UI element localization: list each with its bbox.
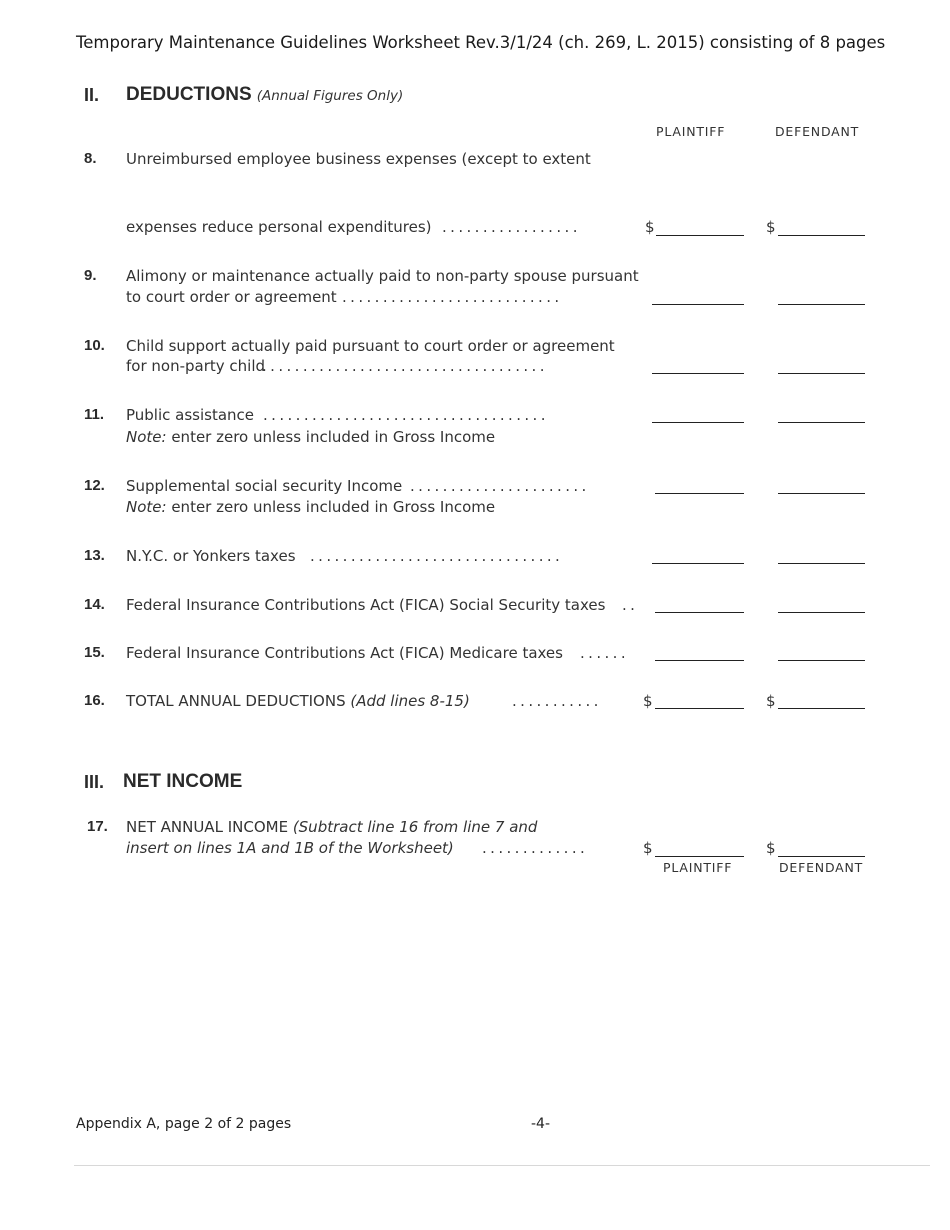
note-text: enter zero unless included in Gross Income (166, 428, 496, 446)
line-description: N.Y.C. or Yonkers taxes (126, 547, 296, 565)
currency-symbol: $ (645, 218, 655, 236)
note-label: Note: (126, 498, 167, 516)
plaintiff-total-field[interactable] (655, 708, 744, 709)
dot-leader: ................................... (263, 406, 549, 424)
note-label: Note: (126, 428, 167, 446)
total-instruction: (Add lines 8-15) (350, 692, 470, 710)
line-description: Child support actually paid pursuant to court order or agreement (126, 337, 615, 355)
line-number: 13. (84, 547, 105, 564)
dot-leader: ........................... (342, 288, 563, 306)
currency-symbol: $ (643, 692, 653, 710)
plaintiff-amount-field[interactable] (655, 493, 744, 494)
dot-leader: ............................... (310, 547, 564, 565)
line-description: Federal Insurance Contributions Act (FICA) Social Security taxes (126, 596, 606, 614)
defendant-amount-field[interactable] (778, 304, 865, 305)
dot-leader: ...................... (410, 477, 590, 495)
line-number: 11. (84, 406, 105, 423)
line-number: 14. (84, 596, 105, 613)
net-income-instruction-continued: insert on lines 1A and 1B of the Worksheet) (126, 839, 454, 857)
line-description: Alimony or maintenance actually paid to non-party spouse pursuant (126, 267, 639, 285)
footer-divider (74, 1165, 930, 1166)
line-description-continued: to court order or agreement (126, 288, 337, 306)
line-description: Supplemental social security Income (126, 477, 403, 495)
currency-symbol: $ (766, 692, 776, 710)
section-heading (126, 84, 403, 106)
plaintiff-amount-field[interactable] (656, 235, 744, 236)
line-description-continued: expenses reduce personal expenditures) (126, 218, 432, 236)
dot-leader: ........... (512, 692, 602, 710)
line-description: Unreimbursed employee business expenses (except to extent (126, 150, 591, 168)
dot-leader: ................. (442, 218, 581, 236)
dot-leader: .. (622, 596, 639, 614)
plaintiff-net-income-field[interactable] (655, 856, 744, 857)
line-note (126, 428, 495, 446)
plaintiff-amount-field[interactable] (655, 612, 744, 613)
page-number: -4- (531, 1116, 551, 1132)
line-number: 9. (84, 267, 97, 284)
net-income-instruction: (Subtract line 16 from line 7 and (292, 818, 538, 836)
defendant-amount-field[interactable] (778, 493, 865, 494)
defendant-amount-field[interactable] (778, 660, 865, 661)
dot-leader: ............. (482, 839, 589, 857)
line-description: Federal Insurance Contributions Act (FICA) Medicare taxes (126, 644, 563, 662)
field-label-plaintiff: PLAINTIFF (663, 860, 733, 875)
currency-symbol: $ (766, 839, 776, 857)
field-label-defendant: DEFENDANT (779, 860, 864, 875)
line-description (126, 818, 537, 836)
column-header-defendant: DEFENDANT (775, 124, 860, 139)
line-description (126, 692, 470, 710)
line-number: 16. (84, 692, 105, 709)
note-text: enter zero unless included in Gross Income (166, 498, 496, 516)
defendant-amount-field[interactable] (778, 563, 865, 564)
total-label: TOTAL ANNUAL DEDUCTIONS (126, 692, 351, 710)
dot-leader: ................................... (262, 357, 548, 375)
currency-symbol: $ (766, 218, 776, 236)
plaintiff-amount-field[interactable] (652, 422, 744, 423)
plaintiff-amount-field[interactable] (652, 304, 744, 305)
currency-symbol: $ (643, 839, 653, 857)
line-number: 12. (84, 477, 105, 494)
line-description-continued (126, 839, 454, 857)
section-numeral: II. (84, 85, 100, 105)
defendant-amount-field[interactable] (778, 612, 865, 613)
plaintiff-amount-field[interactable] (652, 373, 744, 374)
defendant-amount-field[interactable] (778, 373, 865, 374)
defendant-total-field[interactable] (778, 708, 865, 709)
section-title: DEDUCTIONS (126, 84, 252, 105)
plaintiff-amount-field[interactable] (652, 563, 744, 564)
line-number: 10. (84, 337, 105, 354)
footer-appendix: Appendix A, page 2 of 2 pages (76, 1116, 292, 1132)
line-number: 8. (84, 150, 97, 167)
line-number: 17. (87, 818, 108, 835)
section-note: (Annual Figures Only) (256, 88, 404, 104)
line-description-continued: for non-party child (126, 357, 266, 375)
defendant-amount-field[interactable] (778, 235, 865, 236)
column-header-plaintiff: PLAINTIFF (656, 124, 726, 139)
net-income-label: NET ANNUAL INCOME (126, 818, 293, 836)
section-title: NET INCOME (123, 771, 243, 792)
line-description: Public assistance (126, 406, 255, 424)
line-number: 15. (84, 644, 105, 661)
dot-leader: ...... (580, 644, 630, 662)
plaintiff-amount-field[interactable] (655, 660, 744, 661)
defendant-net-income-field[interactable] (778, 856, 865, 857)
line-note (126, 498, 495, 516)
document-header: Temporary Maintenance Guidelines Worksheet Rev.3/1/24 (ch. 269, L. 2015) consisting of 8 pages (76, 33, 886, 52)
defendant-amount-field[interactable] (778, 422, 865, 423)
section-numeral: III. (84, 772, 105, 792)
